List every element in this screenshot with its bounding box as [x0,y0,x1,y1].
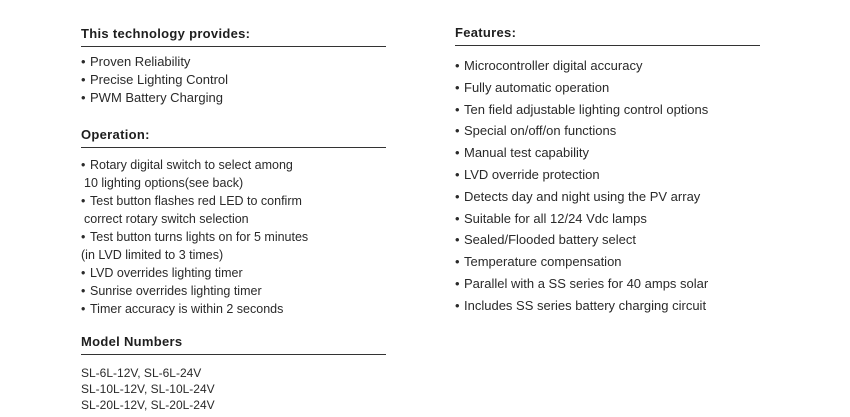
list-item: • PWM Battery Charging [81,89,386,107]
provides-heading: This technology provides: [81,26,386,47]
operation-section [81,127,386,318]
list-item: • Sunrise overrides lighting timer [81,282,386,300]
list-item: • Fully automatic operation [455,77,760,99]
models-section [81,334,386,413]
list-item: • Timer accuracy is within 2 seconds [81,300,386,318]
list-item: • Microcontroller digital accuracy [455,55,760,77]
operation-list [81,156,386,318]
list-item: • Manual test capability [455,142,760,164]
list-item: • LVD override protection [455,164,760,186]
list-item-continuation: 10 lighting options(see back) [84,176,244,190]
features-heading: Features: [455,25,760,46]
list-item: • Test button turns lights on for 5 minutes [81,228,386,246]
models-list [81,365,386,413]
list-item: • LVD overrides lighting timer [81,264,386,282]
list-item-continuation: (in LVD limited to 3 times) [81,248,224,262]
list-item: • Suitable for all 12/24 Vdc lamps [455,208,760,230]
operation-heading: Operation: [81,127,386,148]
list-item: • Temperature compensation [455,251,760,273]
models-heading: Model Numbers [81,334,386,355]
model-line: SL-10L-12V, SL-10L-24V [81,382,215,396]
list-item: • Rotary digital switch to select among [81,156,386,174]
list-item: • Detects day and night using the PV array [455,186,760,208]
provides-list [81,53,386,107]
provides-section [81,26,386,107]
list-item: • Parallel with a SS series for 40 amps solar [455,273,760,295]
list-item: • Ten field adjustable lighting control options [455,99,760,121]
features-list [455,55,760,317]
list-item: • Includes SS series battery charging circuit [455,295,760,317]
list-item-continuation: correct rotary switch selection [84,212,249,226]
features-section [455,25,760,317]
list-item: • Special on/off/on functions [455,120,760,142]
model-line: SL-20L-12V, SL-20L-24V [81,398,215,412]
list-item: • Proven Reliability [81,53,386,71]
list-item: • Precise Lighting Control [81,71,386,89]
list-item: • Test button flashes red LED to confirm [81,192,386,210]
model-line: SL-6L-12V, SL-6L-24V [81,366,202,380]
list-item: • Sealed/Flooded battery select [455,229,760,251]
